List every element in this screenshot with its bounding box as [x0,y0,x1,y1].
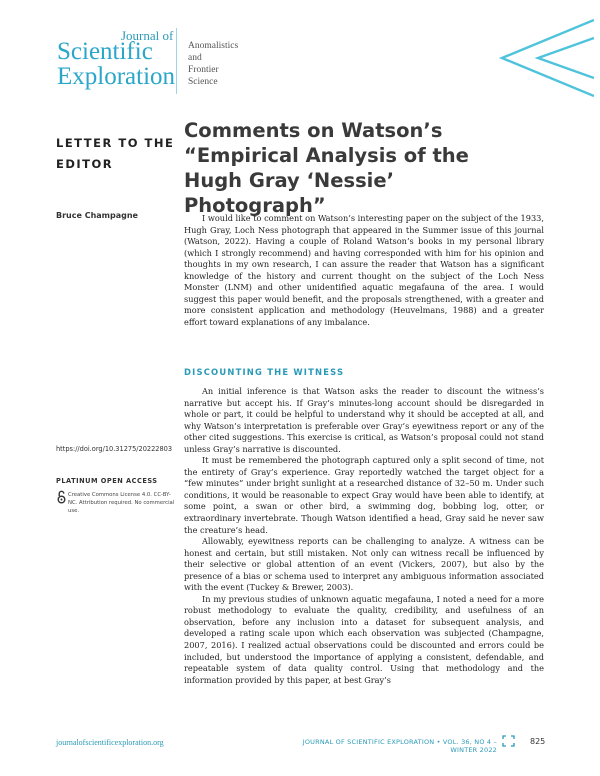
journal-name-line2: Exploration [57,63,176,90]
tagline-line-4: Science [188,77,218,87]
tagline-line-3: Frontier [188,65,219,75]
open-access-label: PLATINUM OPEN ACCESS [56,477,158,485]
journal-name-line1: Scientific [57,38,153,65]
issue-info: JOURNAL OF SCIENTIFIC EXPLORATION • VOL. 36, NO 4 – WINTER 2022 [302,738,497,754]
intro-paragraph: I would like to comment on Watson’s interesting paper on the subject of the 1933, Hugh Gray, Loch Ness photograph that appeared in the Summer issue of this journal (Watson, 2022). Having a couple of Roland Watson’s books in my personal library (which I strongly recommend) and having corresponded with him for his opinion and thoughts in my own research, I can assure the reader that Watson has a significant knowledge of the history and current thought on the subject of the Loch Ness Monster (LNM) and other unidentified aquatic megafauna of the area. I would suggest this paper would benefit, and the proposals strengthened, with a greater and more consistent application and methodology (Heuvelmans, 1988) and a greater effort toward explanations of any imbalance. [184,213,544,327]
tagline-line-1: Anomalistics [188,41,239,51]
tagline-line-2: and [188,53,202,63]
license-text: Creative Commons License 4.0. CC-BY-NC. Attribution required. No commercial use. [68,492,175,514]
article-title: Comments on Watson’s “Empirical Analysis of the Hugh Gray ‘Nessie’ Photograph” [184,119,469,217]
body-paragraph: An initial inference is that Watson asks the reader to discount the witness’s narrative but accept his. If Gray’s minutes-long account should be disregarded in whole or part, it could be helpful to understand why it should be accepted at all, and why Watson’s interpretation is preferable over Gray’s eyewitness report or any of the other cited suggestions. This exercise is critical, as Watson’s proposal could not stand unless Gray’s narrative is discounted. [184,386,544,454]
body-paragraph: In my previous studies of unknown aquatic megafauna, I noted a need for a more robust methodology to evaluate the quality, credibility, and usefulness of an observation, before any inclusion into a dataset for subsequent analysis, and developed a rating scale upon which each observation was subjected (Champagne, 2007, 2016). I realized actual observations could be discounted and errors could be included, but understood the importance of applying a consistent, defendable, and repeatable system of data quality control. Using that methodology and the information provided by this paper, at best Gray’s [184,593,544,685]
open-access-icon [57,490,66,504]
page-number: 825 [530,737,546,746]
section-label: LETTER TO THE EDITOR [56,136,175,171]
corner-brackets-icon [502,735,515,747]
journal-website-link[interactable]: journalofscientificexploration.org [56,738,164,747]
body-paragraph: It must be remembered the photograph captured only a split second of time, not the entirety of Gray’s experience. Gray reportedly watched the target object for a “few minutes” under bright sunlight at a researched distance of 32–50 m. Under such conditions, it would be reasonable to expect Gray would have been able to identify, at some point, a swan or other bird, a swimming dog, bobbing log, otter, or extraordinary invertebrate. Though Watson identified a head, Gray said he never saw the creature’s head. [184,455,544,535]
section-heading: DISCOUNTING THE WITNESS [184,367,345,377]
author-name: Bruce Champagne [56,211,138,220]
body-text-block [184,386,544,686]
journal-logo-icon [494,18,594,98]
header-divider [176,28,177,94]
doi-link[interactable]: https://doi.org/10.31275/20222803 [56,445,173,453]
intro-paragraph-block [184,213,544,328]
journal-name-prefix: Journal of [121,28,174,43]
body-paragraph: Allowably, eyewitness reports can be challenging to analyze. A witness can be honest and certain, but still mistaken. Not only can witness recall be influenced by their selective or global attention of an event (Vickers, 2007), but also by the presence of a bias or schema used to interpret any ambiguous information associated with the event (Tuckey & Brewer, 2003). [184,536,544,593]
